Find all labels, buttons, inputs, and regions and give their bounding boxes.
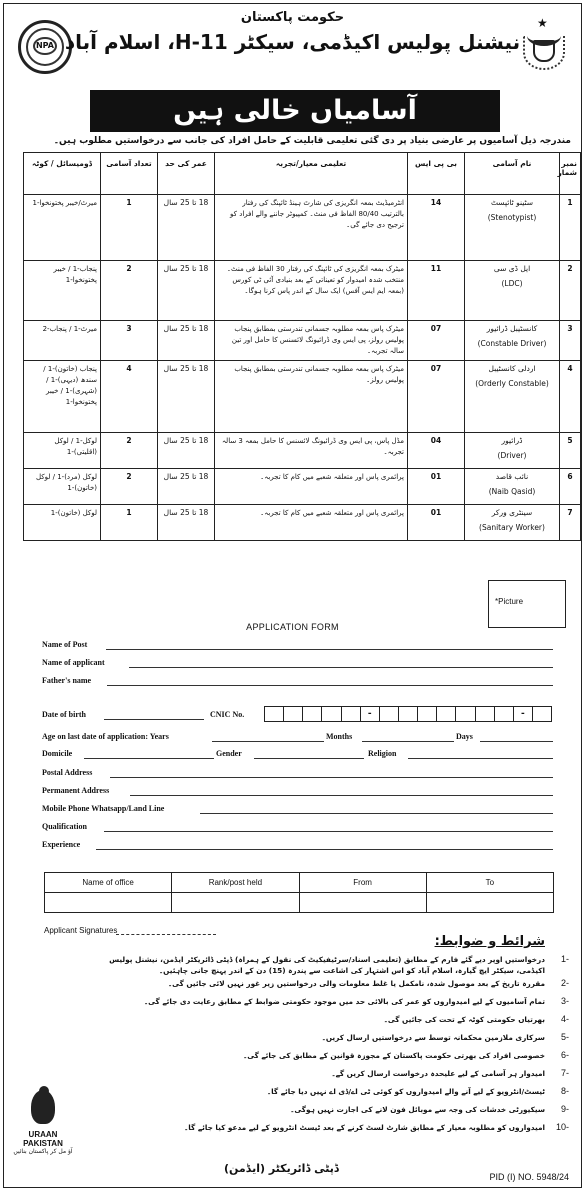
condition-item	[101, 954, 571, 976]
cnic-digit-box[interactable]	[322, 707, 341, 721]
sr-cell: 4	[560, 361, 581, 433]
qualification-field[interactable]	[104, 831, 553, 832]
qualification-cell: میٹرک پاس بمعہ مطلوبہ جسمانی تندرستی بمطابق پنجاب پولیس رولز۔	[215, 361, 408, 433]
post-title-english: (LDC)	[501, 279, 523, 288]
count-cell: 1	[101, 505, 158, 541]
experience-row[interactable]	[45, 893, 554, 913]
condition-number: 4-	[560, 1014, 569, 1024]
header-bps: بی پی ایس	[408, 153, 465, 195]
condition-text: امیدواروں کو مطلوبہ معیار کے مطابق شارٹ لسٹ کرنے کے بعد ٹیسٹ انٹرویو کے لیے مدعو کیا جائے گا۔	[184, 1123, 545, 1132]
qualification-label: Qualification	[42, 822, 87, 831]
qualification-cell: مڈل پاس، پی ایس وی ڈرائیونگ لائسنس کا حامل بمعہ 3 سالہ تجربہ۔	[215, 433, 408, 469]
exp-from-cell[interactable]	[299, 893, 426, 913]
header	[4, 4, 581, 86]
sr-cell: 2	[560, 261, 581, 321]
age-label: Age on last date of application: Years	[42, 732, 169, 741]
postal-address-label: Postal Address	[42, 768, 93, 777]
table-row	[24, 321, 581, 361]
picture-box: *Picture	[488, 580, 566, 628]
condition-item	[101, 1122, 571, 1138]
condition-text: امیدوار ہر آسامی کے لیے علیحدہ درخواست ارسال کریں گے۔	[331, 1069, 545, 1078]
bps-cell: 11	[408, 261, 465, 321]
post-title-english: (Constable Driver)	[477, 339, 547, 348]
qualification-cell: پرائمری پاس اور متعلقہ شعبے میں کام کا تجربہ۔	[215, 505, 408, 541]
count-cell: 3	[101, 321, 158, 361]
condition-item	[101, 1032, 571, 1048]
cnic-digit-box[interactable]	[303, 707, 322, 721]
exp-header-office: Name of office	[45, 873, 172, 893]
count-cell: 2	[101, 261, 158, 321]
condition-number: 6-	[560, 1050, 569, 1060]
bps-cell: 07	[408, 321, 465, 361]
post-cell	[465, 505, 560, 541]
age-cell: 18 تا 25 سال	[158, 505, 215, 541]
domicile-cell: لوکل (خاتون)-1	[24, 505, 101, 541]
post-cell	[465, 321, 560, 361]
post-cell	[465, 433, 560, 469]
domicile-cell: میرٹ/خیبر پختونخوا-1	[24, 195, 101, 261]
post-cell	[465, 195, 560, 261]
uraan-pakistan-logo	[12, 1086, 74, 1176]
domicile-field[interactable]	[84, 758, 214, 759]
condition-number: 3-	[560, 996, 569, 1006]
cnic-label: CNIC No.	[210, 710, 245, 719]
cnic-digit-box[interactable]	[476, 707, 495, 721]
uraan-line1: URAAN	[28, 1130, 58, 1139]
age-cell: 18 تا 25 سال	[158, 195, 215, 261]
qualification-cell: میٹرک بمعہ انگریزی کی ٹائپنگ کی رفتار 30 الفاظ فی منٹ۔ منتخب شدہ امیدوار کو تعیناتی کے بعد بنیادی آئی ٹی کورس (بمعہ ایم ایس آفس) ایک سال کے اندر پاس کرنا ہوگا۔	[215, 261, 408, 321]
cnic-digit-box[interactable]	[342, 707, 361, 721]
cnic-digit-box[interactable]: -	[361, 707, 380, 721]
fathers-name-label: Father's name	[42, 676, 92, 685]
condition-text: درخواستیں اوپر دیے گئے فارم کے مطابق (تعلیمی اسناد/سرٹیفیکیٹ کی نقول کے ہمراہ) ڈپٹی ڈائریکٹر ایڈمن، نیشنل پولیس اکیڈمی، سیکٹر ایچ گیارہ، اسلام آباد کو اس اشتہار کی اشاعت سے پندرہ (15) دن کے اندر پہنچ جانی چاہئیں۔	[109, 955, 545, 975]
condition-text: مقررہ تاریخ کے بعد موصول شدہ، نامکمل یا غلط معلومات والی درخواستیں زیر غور نہیں لائی جائیں گی۔	[167, 979, 545, 988]
condition-number: 10-	[555, 1122, 569, 1132]
cnic-digit-box[interactable]	[380, 707, 399, 721]
table-row	[24, 361, 581, 433]
post-title-urdu: اردلی کانسٹیبل	[488, 364, 536, 373]
condition-number: 5-	[560, 1032, 569, 1042]
age-cell: 18 تا 25 سال	[158, 469, 215, 505]
months-label: Months	[326, 732, 353, 741]
academy-heading: نیشنل پولیس اکیڈمی، سیکٹر H-11، اسلام آباد	[64, 30, 521, 54]
post-cell	[465, 361, 560, 433]
experience-field[interactable]	[96, 849, 553, 850]
age-days-field[interactable]	[480, 741, 553, 742]
age-cell: 18 تا 25 سال	[158, 433, 215, 469]
application-form-title: APPLICATION FORM	[246, 622, 339, 632]
domicile-cell: پنجاب-1 / خیبر پختونخوا-1	[24, 261, 101, 321]
age-cell: 18 تا 25 سال	[158, 261, 215, 321]
experience-label: Experience	[42, 840, 81, 849]
cnic-digit-box[interactable]	[265, 707, 284, 721]
post-title-english: (Orderly Constable)	[475, 379, 549, 388]
table-header-row	[24, 153, 581, 195]
conditions-title: شرائط و ضوابط:	[434, 934, 545, 949]
qualification-cell: انٹرمیڈیٹ بمعہ انگریزی کی شارٹ ہینڈ ٹائپنگ کی رفتار بالترتیب 80/40 الفاظ فی منٹ۔ کمپیوٹر جاننے والے افراد کو ترجیح دی جائے گی۔	[215, 195, 408, 261]
condition-item	[101, 1050, 571, 1066]
exp-office-cell[interactable]	[45, 893, 172, 913]
header-domicile: ڈومیسائل / کوٹہ	[24, 153, 101, 195]
header-post: نام آسامی	[465, 153, 560, 195]
logo-text: NPA	[33, 37, 57, 55]
mobile-label: Mobile Phone Whatsapp/Land Line	[42, 804, 165, 813]
qualification-cell: پرائمری پاس اور متعلقہ شعبے میں کام کا تجربہ۔	[215, 469, 408, 505]
pid-number: PID (I) NO. 5948/24	[489, 1172, 569, 1182]
table-row	[24, 469, 581, 505]
condition-number: 1-	[560, 954, 569, 964]
advertisement-page	[3, 3, 582, 1188]
condition-text: ٹیسٹ/انٹرویو کے لیے آنے والے امیدواروں کو کوئی ٹی اے/ڈی اے نہیں دیا جائے گا۔	[266, 1087, 545, 1096]
name-of-post-field[interactable]	[106, 649, 553, 650]
name-of-post-label: Name of Post	[42, 640, 88, 649]
condition-item	[101, 1014, 571, 1030]
table-row	[24, 195, 581, 261]
domicile-cell: میرٹ-1 / پنجاب-2	[24, 321, 101, 361]
signature-field[interactable]	[116, 934, 216, 935]
vacancies-banner: آسامیاں خالی ہیں	[90, 90, 500, 132]
cnic-digit-box[interactable]	[437, 707, 456, 721]
condition-item	[101, 1068, 571, 1084]
bps-cell: 01	[408, 505, 465, 541]
fathers-name-field[interactable]	[107, 685, 553, 686]
domicile-cell: لوکل (مرد)-1 / لوکل (خاتون)-1	[24, 469, 101, 505]
condition-item	[101, 1086, 571, 1102]
cnic-digit-box[interactable]	[533, 707, 551, 721]
condition-number: 7-	[560, 1068, 569, 1078]
sr-cell: 7	[560, 505, 581, 541]
name-of-applicant-field[interactable]	[129, 667, 553, 668]
header-qualification: تعلیمی معیار/تجربہ	[215, 153, 408, 195]
bps-cell: 04	[408, 433, 465, 469]
condition-text: خصوصی افراد کی بھرتی حکومت پاکستان کے مجوزہ قوانین کے مطابق کی جائے گی۔	[242, 1051, 545, 1060]
age-months-field[interactable]	[362, 741, 454, 742]
exp-rank-cell[interactable]	[172, 893, 299, 913]
cnic-digit-box[interactable]	[456, 707, 475, 721]
bps-cell: 14	[408, 195, 465, 261]
post-title-urdu: ایل ڈی سی	[493, 264, 531, 273]
days-label: Days	[456, 732, 473, 741]
table-row	[24, 433, 581, 469]
sr-cell: 1	[560, 195, 581, 261]
cnic-digit-box[interactable]	[284, 707, 303, 721]
sr-cell: 5	[560, 433, 581, 469]
bps-cell: 07	[408, 361, 465, 433]
condition-number: 8-	[560, 1086, 569, 1096]
date-of-birth-field[interactable]	[104, 719, 204, 720]
vacancies-table	[23, 152, 581, 541]
condition-number: 2-	[560, 978, 569, 988]
post-title-urdu: سٹینو ٹائپسٹ	[490, 198, 534, 207]
exp-to-cell[interactable]	[426, 893, 553, 913]
age-years-field[interactable]	[212, 741, 324, 742]
experience-table	[44, 872, 554, 913]
experience-header-row	[45, 873, 554, 893]
header-sr: نمبر شمار	[560, 153, 581, 195]
uraan-slogan: آؤ مل کر پاکستان بنائیں	[13, 1148, 73, 1155]
permanent-address-field[interactable]	[130, 795, 553, 796]
religion-field[interactable]	[408, 758, 553, 759]
cnic-input-boxes[interactable]	[264, 706, 552, 722]
condition-item	[101, 1104, 571, 1120]
religion-label: Religion	[368, 749, 397, 758]
post-title-english: (Stenotypist)	[487, 213, 537, 222]
bird-icon	[25, 1086, 61, 1130]
sr-cell: 3	[560, 321, 581, 361]
uraan-line2: PAKISTAN	[23, 1139, 63, 1148]
domicile-cell: پنجاب (خاتون)-1 / سندھ (دیہی)-1 / (شہری)-1 / خیبر پختونخوا-1	[24, 361, 101, 433]
conditions-list	[101, 954, 571, 1140]
condition-item	[101, 996, 571, 1012]
table-row	[24, 261, 581, 321]
condition-text: سیکیورٹی خدشات کی وجہ سے موبائل فون لانے کی اجازت نہیں ہوگی۔	[290, 1105, 545, 1114]
cnic-digit-box[interactable]	[418, 707, 437, 721]
count-cell: 2	[101, 469, 158, 505]
header-age: عمر کی حد	[158, 153, 215, 195]
condition-item	[101, 978, 571, 994]
condition-number: 9-	[560, 1104, 569, 1114]
post-cell	[465, 469, 560, 505]
age-cell: 18 تا 25 سال	[158, 361, 215, 433]
date-of-birth-label: Date of birth	[42, 710, 86, 719]
sr-cell: 6	[560, 469, 581, 505]
name-of-applicant-label: Name of applicant	[42, 658, 105, 667]
domicile-label: Domicile	[42, 749, 73, 758]
postal-address-field[interactable]	[110, 777, 553, 778]
exp-header-rank: Rank/post held	[172, 873, 299, 893]
post-title-english: (Driver)	[497, 451, 527, 460]
permanent-address-label: Permanent Address	[42, 786, 110, 795]
post-title-english: (Sanitary Worker)	[479, 523, 545, 532]
condition-text: سرکاری ملازمین محکمانہ توسط سے درخواستیں ارسال کریں۔	[321, 1033, 545, 1042]
post-title-urdu: سینٹری ورکر	[491, 508, 533, 517]
count-cell: 4	[101, 361, 158, 433]
post-title-urdu: ڈرائیور	[501, 436, 523, 445]
post-title-urdu: نائب قاصد	[495, 472, 529, 481]
count-cell: 1	[101, 195, 158, 261]
condition-text: بھرتیاں حکومتی کوٹہ کے تحت کی جائیں گی۔	[383, 1015, 545, 1024]
condition-text: تمام آسامیوں کے لیے امیدواروں کو عمر کی بالائی حد میں موجود حکومتی ضوابط کے مطابق رعایت دی جائے گی۔	[143, 997, 545, 1006]
qualification-cell: میٹرک پاس بمعہ مطلوبہ جسمانی تندرستی بمطابق پنجاب پولیس رولز، پی ایس وی ڈرائیونگ لائسنس کا حامل اور تین سالہ تجربہ۔	[215, 321, 408, 361]
post-cell	[465, 261, 560, 321]
age-cell: 18 تا 25 سال	[158, 321, 215, 361]
post-title-english: (Naib Qasid)	[488, 487, 536, 496]
mobile-field[interactable]	[200, 813, 553, 814]
count-cell: 2	[101, 433, 158, 469]
bps-cell: 01	[408, 469, 465, 505]
table-row	[24, 505, 581, 541]
domicile-cell: لوکل-1 / لوکل (اقلیتی)-1	[24, 433, 101, 469]
exp-header-to: To	[426, 873, 553, 893]
exp-header-from: From	[299, 873, 426, 893]
signatures-label: Applicant Signatures	[44, 926, 118, 935]
gender-label: Gender	[216, 749, 242, 758]
state-emblem-icon: ★	[521, 16, 567, 74]
cnic-digit-box[interactable]	[399, 707, 418, 721]
gender-field[interactable]	[254, 758, 364, 759]
cnic-digit-box[interactable]: -	[514, 707, 533, 721]
signatory: ڈپٹی ڈائریکٹر (ایڈمن)	[224, 1162, 339, 1175]
post-title-urdu: کانسٹیبل ڈرائیور	[486, 324, 538, 333]
government-heading: حکومت پاکستان	[240, 10, 345, 25]
header-count: تعداد آسامی	[101, 153, 158, 195]
intro-text: مندرجہ ذیل آسامیوں پر عارضی بنیاد پر دی گئی تعلیمی قابلیت کے حامل افراد کی جانب سے درخواستیں مطلوب ہیں۔	[53, 136, 571, 146]
cnic-digit-box[interactable]	[495, 707, 514, 721]
